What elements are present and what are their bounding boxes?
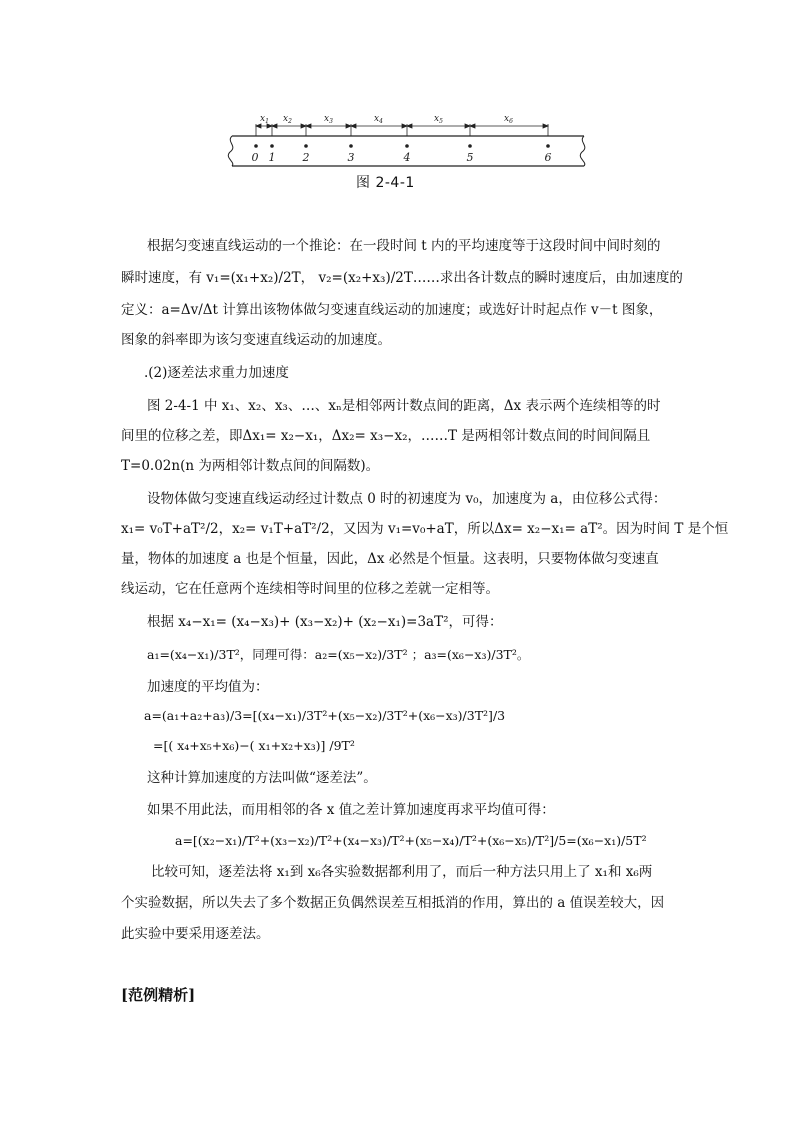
point-label-5: 5 [466, 151, 474, 164]
point-label-3: 3 [347, 151, 355, 164]
average-equation-simplified: =[( x₄+x₅+x₆)−( x₁+x₂+x₃)] /9T² [153, 738, 355, 753]
para3-line1: 设物体做匀变速直线运动经过计数点 0 时的初速度为 v₀，加速度为 a，由位移公式得： [147, 491, 667, 507]
para3-line2: x₁= v₀T+aT²/2，x₂= v₁T+aT²/2，又因为 v₁=v₀+aT，所以Δx= x₂−x₁= aT²。因为时间 T 是个恒 [121, 521, 729, 537]
paper-tape-figure [222, 106, 592, 176]
point-0 [254, 144, 258, 148]
para6-line2: 个实验数据，所以失去了多个数据正负偶然误差互相抵消的作用，算出的 a 值误差较大，因 [121, 895, 665, 911]
para4-line3: 加速度的平均值为： [147, 679, 269, 695]
point-label-2: 2 [302, 151, 310, 164]
adjacent-difference-equation: a=[(x₂−x₁)/T²+(x₃−x₂)/T²+(x₄−x₃)/T²+(x₅−x₄)/T²+(x₆−x₅)/T²]/5=(x₆−x₁)/5T² [175, 833, 647, 848]
segment-label-x4: $x_4$ [374, 114, 383, 125]
para5-line1: 如果不用此法，而用相邻的各 x 值之差计算加速度再求平均值可得： [147, 802, 555, 818]
para4-line1: 根据 x₄−x₁= (x₄−x₃)+ (x₃−x₂)+ (x₂−x₁)=3aT²，可得： [147, 614, 503, 630]
figure-caption: 图 2-4-1 [356, 175, 415, 191]
point-label-4: 4 [403, 151, 411, 164]
para1-line4: 图象的斜率即为该匀变速直线运动的加速度。 [121, 332, 391, 348]
point-6 [546, 144, 550, 148]
segment-label-x6: $x_6$ [504, 114, 513, 125]
para2-line1: 图 2-4-1 中 x₁、x₂、x₃、…、xₙ是相邻两计数点间的距离，Δx 表示两个连续相等的时 [147, 398, 661, 414]
para2-line3: T=0.02n(n 为两相邻计数点间的间隔数)。 [121, 458, 380, 474]
segment-label-x3: $x_3$ [324, 114, 333, 125]
point-3 [349, 144, 353, 148]
point-label-1: 1 [268, 151, 276, 164]
point-1 [270, 144, 274, 148]
point-5 [468, 144, 472, 148]
segment-label-x2: $x_2$ [283, 114, 292, 125]
point-label-6: 6 [544, 151, 552, 164]
point-4 [405, 144, 409, 148]
para3-line4: 线运动，它在任意两个连续相等时间里的位移之差就一定相等。 [121, 581, 499, 597]
section-title: [范例精析] [121, 986, 196, 1004]
para2-line2: 间里的位移之差，即Δx₁= x₂−x₁，Δx₂= x₃−x₂，……T 是两相邻计数点间的时间间隔且 [121, 428, 651, 444]
point-label-0: 0 [251, 151, 259, 164]
segment-label-x5: $x_5$ [434, 114, 443, 125]
point-2 [304, 144, 308, 148]
para1-line3: 定义：a=Δv/Δt 计算出该物体做匀变速直线运动的加速度；或选好计时起点作 v－t 图象， [121, 302, 663, 318]
para6-line1: 比较可知，逐差法将 x₁到 x₆各实验数据都利用了，而后一种方法只用上了 x₁和 x₆两 [151, 864, 653, 880]
para3-line3: 量，物体的加速度 a 也是个恒量，因此，Δx 必然是个恒量。这表明，只要物体做匀变速直 [121, 551, 659, 567]
para4-line6: 这种计算加速度的方法叫做“逐差法”。 [147, 770, 377, 786]
para1-line1: 根据匀变速直线运动的一个推论：在一段时间 t 内的平均速度等于这段时间中间时刻的 [147, 238, 661, 254]
para4-equation-a123: a₁=(x₄−x₁)/3T²，同理可得：a₂=(x₅−x₂)/3T² ；a₃=(x₆−x₃)/3T²。 [147, 647, 530, 662]
para1-line2: 瞬时速度，有 v₁=(x₁+x₂)/2T， v₂=(x₂+x₃)/2T……求出各计数点的瞬时速度后，由加速度的 [121, 270, 683, 286]
subheading: .(2)逐差法求重力加速度 [144, 365, 289, 381]
para6-line3: 此实验中要采用逐差法。 [121, 926, 270, 942]
segment-label-x1: $x_1$ [260, 114, 269, 125]
average-equation: a=(a₁+a₂+a₃)/3=[(x₄−x₁)/3T²+(x₅−x₂)/3T²+(x₆−x₃)/3T²]/3 [144, 708, 506, 723]
